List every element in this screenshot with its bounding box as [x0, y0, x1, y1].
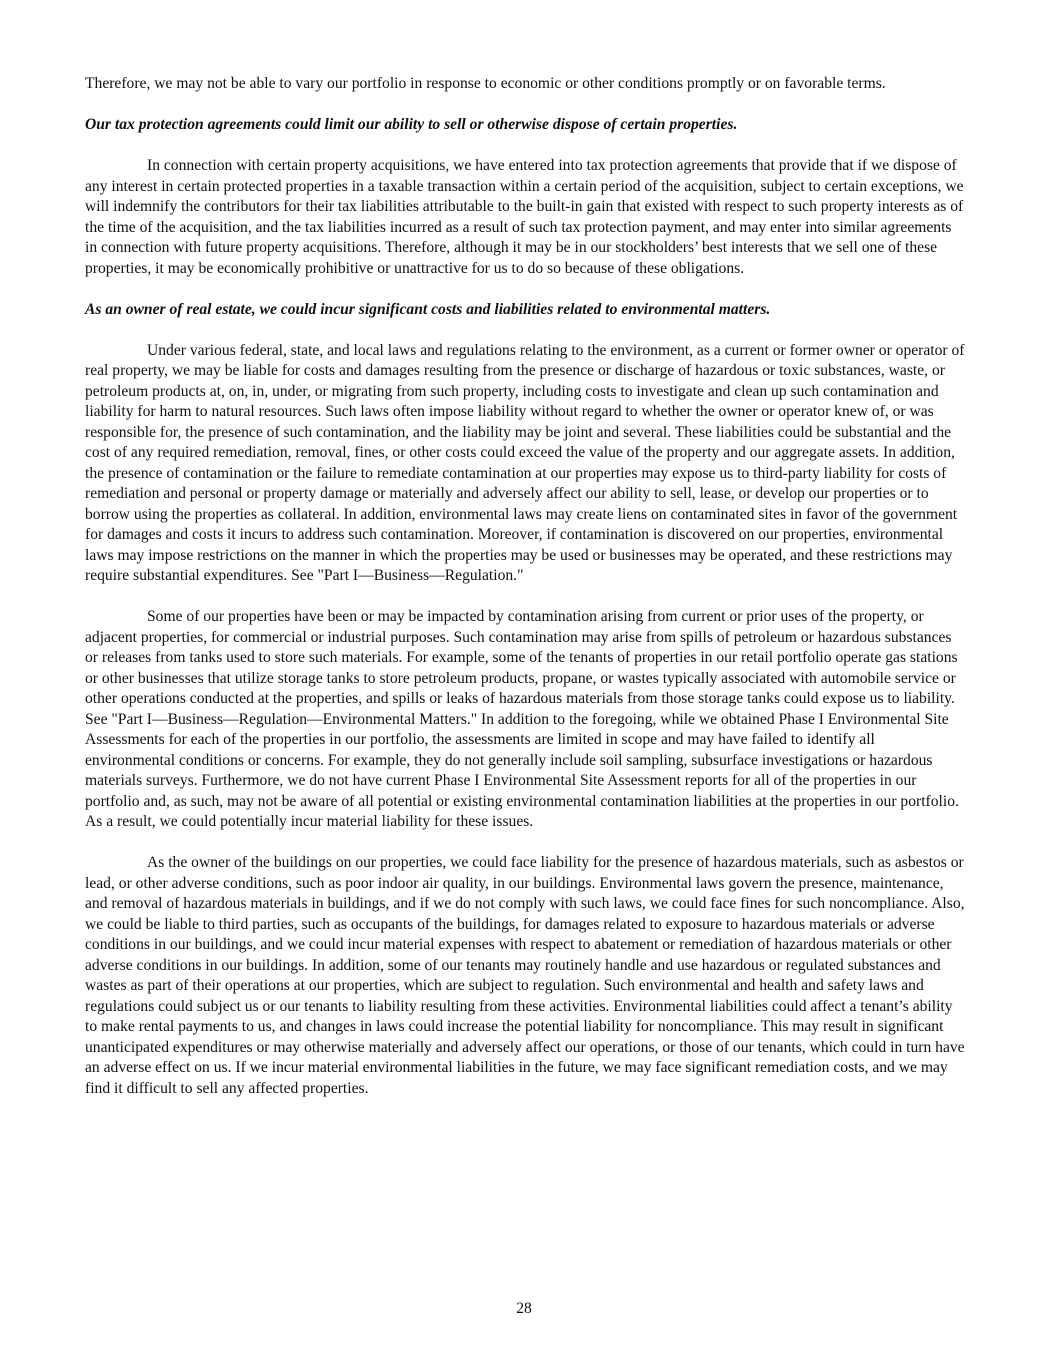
paragraph-environmental-laws: Under various federal, state, and local laws and regulations relating to the environment, as a current or former owner or operator of real property, we may be liable for costs and damages resulting from the presence or discharge of hazardous or toxic substances, waste, or petroleum products at, on, in, under, or migrating from such property, including costs to investigate and clean up such contamination and liability for harm to natural resources. Such laws often impose liability without regard to whether the owner or operator knew of, or was responsible for, the presence of such contamination, and the liability may be joint and several. These liabilities could be substantial and the cost of any required remediation, removal, fines, or other costs could exceed the value of the property and our aggregate assets. In addition, the presence of contamination or the failure to remediate contamination at our properties may expose us to third-party liability for costs of remediation and personal or property damage or materially and adversely affect our ability to sell, lease, or develop our properties or to borrow using the properties as collateral. In addition, environmental laws may create liens on contaminated sites in favor of the government for damages and costs it incurs to address such contamination. Moreover, if contamination is discovered on our properties, environmental laws may impose restrictions on the manner in which the properties may be used or businesses may be operated, and these restrictions may require substantial expenditures. See "Part I—Business—Regulation." [85, 341, 965, 584]
page-number: 28 [516, 1300, 532, 1317]
section-heading-tax-protection: Our tax protection agreements could limit our ability to sell or otherwise dispose of certain properties. [85, 116, 738, 133]
paragraph-contamination: Some of our properties have been or may be impacted by contamination arising from current or prior uses of the property, or adjacent properties, for commercial or industrial purposes. Such contamination may arise from spills of petroleum or hazardous substances or releases from tanks used to store such materials. For example, some of the tenants of properties in our retail portfolio operate gas stations or other businesses that utilize storage tanks to store petroleum products, propane, or wastes typically associated with automobile service or other operations conducted at the properties, and spills or leaks of hazardous materials from those storage tanks could expose us to liability. See "Part I—Business—Regulation—Environmental Matters." In addition to the foregoing, while we obtained Phase I Environmental Site Assessments for each of the properties in our portfolio, the assessments are limited in scope and may have failed to identify all environmental conditions or concerns. For example, they do not generally include soil sampling, subsurface investigations or hazardous materials surveys. Furthermore, we do not have current Phase I Environmental Site Assessment reports for all of the properties in our portfolio and, as such, may not be aware of all potential or existing environmental contamination liabilities at the properties in our portfolio. As a result, we could potentially incur material liability for these issues. [85, 608, 959, 830]
paragraph-tax-protection: In connection with certain property acquisitions, we have entered into tax protection agreements that provide that if we dispose of any interest in certain protected properties in a taxable transaction within a certain period of the acquisition, subject to certain exceptions, we will indemnify the contributors for their tax liabilities attributable to the built-in gain that existed with respect to such property interests as of the time of the acquisition, and the tax liabilities incurred as a result of such tax protection payment, and may enter into similar agreements in connection with future property acquisitions. Therefore, although it may be in our stockholders’ best interests that we sell one of these properties, it may be economically prohibitive or unattractive for us to do so because of these obligations. [85, 157, 964, 277]
paragraph-hazardous-materials: As the owner of the buildings on our properties, we could face liability for the presence of hazardous materials, such as asbestos or lead, or other adverse conditions, such as poor indoor air quality, in our buildings. Environmental laws govern the presence, maintenance, and removal of hazardous materials in buildings, and if we do not comply with such laws, we could face fines for such noncompliance. Also, we could be liable to third parties, such as occupants of the buildings, for damages related to exposure to hazardous materials or adverse conditions in our buildings, and we could incur material expenses with respect to abatement or remediation of hazardous materials or other adverse conditions in our buildings. In addition, some of our tenants may routinely handle and use hazardous or regulated substances and wastes as part of their operations at our properties, which are subject to regulation. Such environmental and health and safety laws and regulations could subject us or our tenants to liability resulting from these activities. Environmental liabilities could affect a tenant’s ability to make rental payments to us, and changes in laws could increase the potential liability for noncompliance. This may result in significant unanticipated expenditures or may otherwise materially and adversely affect our operations, or those of our tenants, which could in turn have an adverse effect on us. If we incur material environmental liabilities in the future, we may face significant remediation costs, and we may find it difficult to sell any affected properties. [85, 854, 965, 1097]
section-heading-environmental: As an owner of real estate, we could incur significant costs and liabilities related to environmental matters. [85, 300, 771, 318]
paragraph-continuation: Therefore, we may not be able to vary our portfolio in response to economic or other conditions promptly or on favorable terms. [85, 75, 886, 92]
document-body [85, 74, 967, 1120]
